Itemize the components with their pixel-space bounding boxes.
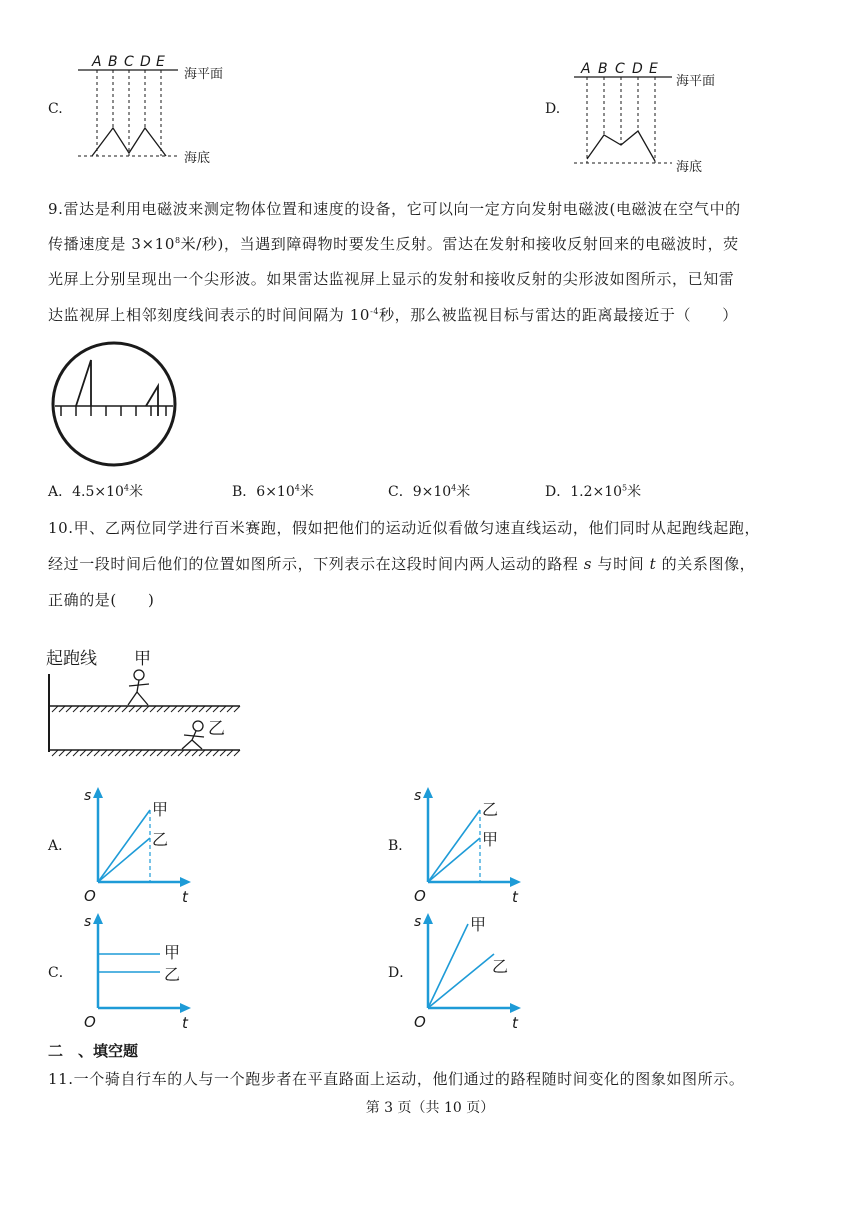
- q8d-point-d: D: [632, 61, 643, 77]
- origin-label: O: [414, 887, 426, 905]
- runner-b-stick-figure: [182, 721, 204, 749]
- q9-line-3: 光屏上分别呈现出一个尖形波。如果雷达监视屏上显示的发射和接收反射的尖形波如图所示，已知雷: [48, 270, 735, 288]
- bottom-line: [98, 838, 150, 882]
- q9-line-2: [48, 233, 739, 254]
- top-line: [428, 924, 468, 1008]
- q10-option-c-label: C．: [48, 965, 73, 981]
- q9-option-a-exp: 4: [123, 483, 130, 493]
- q9-option-a-unit: 米: [129, 484, 144, 500]
- bottom-line-label: 乙: [164, 965, 181, 984]
- top-line-label: 甲: [152, 800, 169, 819]
- axis-label-t: t: [182, 888, 188, 906]
- q9-time-exponent: -4: [370, 307, 380, 316]
- q10-option-c-graph: [84, 910, 204, 1032]
- t-axis-arrow: [510, 877, 521, 887]
- q9-option-c: [388, 481, 470, 501]
- top-line-label: 甲: [470, 915, 487, 934]
- bottom-line-label: 乙: [152, 830, 169, 849]
- axis-label-t: t: [512, 888, 518, 906]
- q9-option-b-unit: 米: [299, 484, 314, 500]
- q9-line-1: 9.雷达是利用电磁波来测定物体位置和速度的设备，它可以向一定方向发射电磁波(电磁波在空气中的: [48, 200, 741, 218]
- q10-line-2-c: 的关系图像，: [661, 555, 756, 573]
- runner-a-stick-figure: [128, 670, 149, 705]
- q9-option-c-unit: 米: [456, 484, 471, 500]
- q9-line-4: [48, 304, 738, 325]
- t-axis-arrow: [180, 1003, 191, 1013]
- q8d-point-a: A: [581, 61, 591, 77]
- axis-label-s: s: [84, 914, 92, 930]
- bottom-line-label: 甲: [482, 830, 499, 849]
- q10-option-d-label: D．: [388, 965, 414, 981]
- q9-option-c-text: C．9×10: [388, 484, 452, 500]
- q8c-point-b: B: [108, 54, 118, 70]
- q8c-point-a: A: [92, 54, 102, 70]
- t-axis-arrow: [180, 877, 191, 887]
- top-line-label: 甲: [164, 943, 181, 962]
- t-axis-arrow: [510, 1003, 521, 1013]
- q9-option-d-text: D．1.2×10: [545, 484, 623, 500]
- top-line: [428, 810, 480, 882]
- q10-line-3: 正确的是( ): [48, 591, 155, 609]
- axis-label-s: s: [414, 914, 422, 930]
- origin-label: O: [84, 1013, 96, 1031]
- bottom-line-label: 乙: [492, 957, 509, 976]
- q10-var-t: t: [649, 555, 657, 573]
- q9-line-4-rest: 秒，那么被监视目标与雷达的距离最接近于（ ）: [379, 306, 738, 324]
- q10-option-a-label: A．: [48, 838, 73, 854]
- q9-speed-text: 传播速度是 3×10: [48, 235, 175, 253]
- q9-line-2-rest: 米/秒)，当遇到障碍物时要发生反射。雷达在发射和接收反射回来的电磁波时，荧: [180, 235, 739, 253]
- q8d-point-b: B: [598, 61, 608, 77]
- q8d-sea-floor: 海底: [676, 160, 703, 175]
- q9-option-d-exp: 5: [622, 483, 628, 493]
- q10-line-2: [48, 553, 755, 574]
- s-axis-arrow: [93, 787, 103, 798]
- q8-option-d-figure: [568, 55, 738, 180]
- s-axis-arrow: [423, 787, 433, 798]
- axis-label-s: s: [414, 788, 422, 804]
- q8d-sea-level: 海平面: [676, 74, 716, 89]
- q10-option-b-graph: [414, 784, 534, 906]
- q9-radar-screen-figure: [47, 340, 181, 468]
- q10-option-b-label: B．: [388, 838, 413, 854]
- q8c-point-d: D: [140, 54, 151, 70]
- top-line-label: 乙: [482, 800, 499, 819]
- q8c-point-c: C: [124, 54, 134, 70]
- axis-label-s: s: [84, 788, 92, 804]
- q11-text: 11.一个骑自行车的人与一个跑步者在平直路面上运动，他们通过的路程随时间变化的图象如图所示。: [48, 1070, 745, 1088]
- s-axis-arrow: [93, 913, 103, 924]
- origin-label: O: [84, 887, 96, 905]
- axis-label-t: t: [512, 1014, 518, 1032]
- bottom-line: [428, 954, 494, 1008]
- q8d-point-c: C: [615, 61, 625, 77]
- q8-option-c-label: C.: [48, 101, 63, 117]
- q9-option-d: [545, 481, 641, 501]
- q10-runner-a-label: 甲: [134, 649, 151, 669]
- q10-option-d-graph: [414, 910, 534, 1032]
- q10-option-a-graph: [84, 784, 204, 906]
- q10-line-1: 10.甲、乙两位同学进行百米赛跑，假如把他们的运动近似看做匀速直线运动，他们同时从起跑线起跑，: [48, 519, 761, 537]
- axis-label-t: t: [182, 1014, 188, 1032]
- q9-option-a: [48, 481, 143, 501]
- q9-speed-exponent: 8: [174, 236, 181, 245]
- q10-line-2-a: 经过一段时间后他们的位置如图所示，下列表示在这段时间内两人运动的路程: [48, 555, 579, 573]
- q10-runner-b-label: 乙: [208, 719, 225, 739]
- s-axis-arrow: [423, 913, 433, 924]
- q8-option-c-figure: [70, 48, 260, 168]
- section-2-title: 二 、填空题: [48, 1042, 139, 1060]
- origin-label: O: [414, 1013, 426, 1031]
- q8c-sea-level: 海平面: [184, 67, 224, 82]
- q9-option-b: [232, 481, 314, 501]
- q8c-sea-floor: 海底: [184, 151, 211, 166]
- q8-option-d-label: D.: [545, 101, 561, 117]
- q10-start-line-label: 起跑线: [46, 649, 97, 669]
- q10-race-figure: [44, 642, 244, 762]
- top-line: [98, 810, 150, 882]
- q8d-point-e: E: [649, 61, 658, 77]
- q10-var-s: s: [583, 555, 593, 573]
- q9-option-d-unit: 米: [627, 484, 642, 500]
- q9-option-c-exp: 4: [451, 483, 457, 493]
- q8c-point-e: E: [156, 54, 165, 70]
- page-footer: 第 3 页（共 10 页）: [365, 1100, 495, 1116]
- bottom-line: [428, 838, 480, 882]
- q9-option-b-exp: 4: [294, 483, 300, 493]
- q9-option-b-text: B．6×10: [232, 484, 295, 500]
- q10-line-2-b: 与时间: [597, 555, 645, 573]
- q9-option-a-text: A．4.5×10: [48, 484, 124, 500]
- q9-time-text: 达监视屏上相邻刻度线间表示的时间间隔为 10: [48, 306, 371, 324]
